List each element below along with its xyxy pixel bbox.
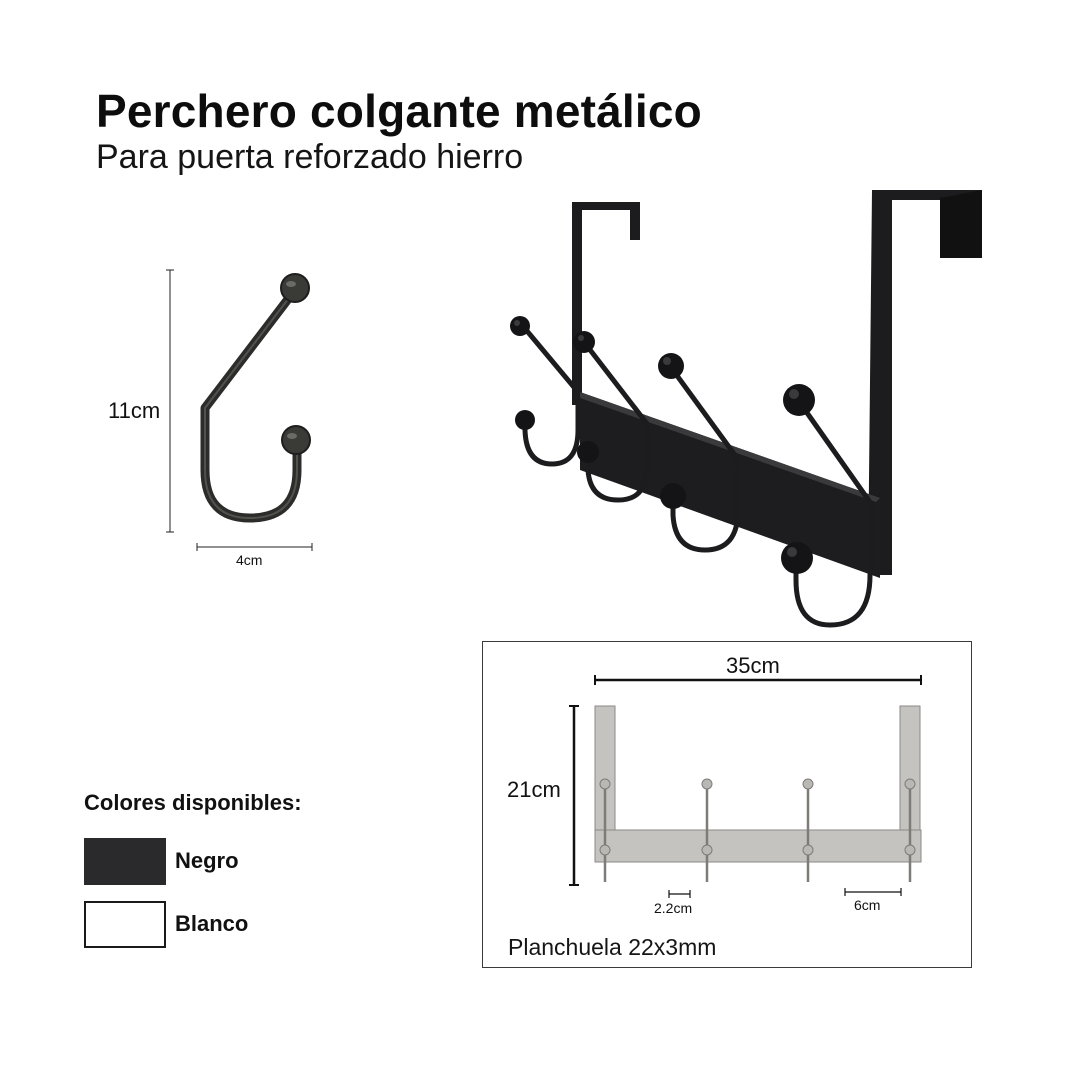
stud-1-top	[600, 779, 610, 789]
hook-1-curve	[525, 398, 578, 464]
plate-spec-label: Planchuela 22x3mm	[508, 934, 717, 960]
color-swatch-white[interactable]	[84, 901, 166, 948]
hook-1-top-ball	[510, 316, 530, 336]
colors-heading: Colores disponibles:	[84, 790, 302, 815]
hook-width-label: 4cm	[236, 552, 263, 568]
hook-body	[205, 290, 297, 518]
hook-2-bottom-ball	[577, 441, 599, 463]
hook-3-top-ball	[658, 353, 684, 379]
hook-1-bottom-ball	[515, 410, 535, 430]
product-illustration	[500, 180, 1000, 640]
color-swatch-black[interactable]	[84, 838, 166, 885]
plate-front	[595, 830, 921, 862]
right-bracket-tip	[940, 190, 982, 258]
color-label-white: Blanco	[175, 911, 249, 936]
hook-top-ball	[281, 274, 309, 302]
page-title: Perchero colgante metálico	[96, 85, 702, 137]
dimension-diagram	[483, 642, 971, 967]
width-label: 35cm	[726, 653, 780, 678]
hook-bottom-ball	[282, 426, 310, 454]
stud-2-top	[702, 779, 712, 789]
hook-4-top-ball	[783, 384, 815, 416]
hook-2-top-ball	[573, 331, 595, 353]
spacing-label: 6cm	[854, 897, 881, 913]
height-label: 21cm	[507, 777, 561, 802]
gap-label: 2.2cm	[654, 900, 693, 916]
hook-3-bottom-ball	[660, 483, 686, 509]
hook-height-label: 11cm	[108, 398, 161, 423]
stud-3-top	[803, 779, 813, 789]
hook-4-bottom-ball	[781, 542, 813, 574]
hook-1-upper-arm	[522, 325, 578, 392]
page-subtitle: Para puerta reforzado hierro	[96, 138, 524, 176]
stud-4-top	[905, 779, 915, 789]
single-hook-illustration	[150, 260, 330, 570]
color-label-black: Negro	[175, 848, 239, 873]
